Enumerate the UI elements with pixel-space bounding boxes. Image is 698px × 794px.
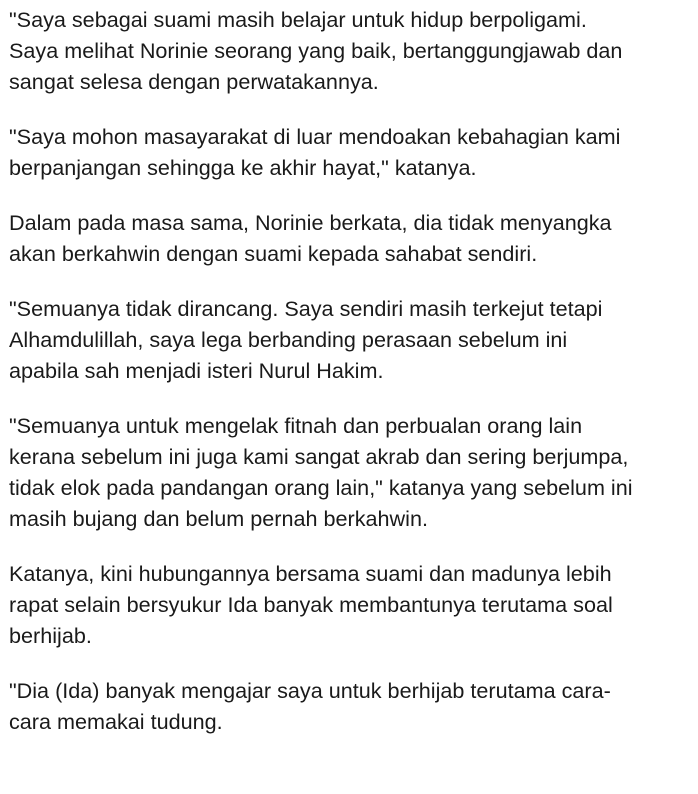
paragraph-3 bbox=[9, 207, 698, 269]
text-line: Saya melihat Norinie seorang yang baik, bertanggungjawab dan bbox=[9, 38, 623, 63]
text-line: "Dia (Ida) banyak mengajar saya untuk berhijab terutama cara- bbox=[9, 678, 611, 703]
paragraph-2 bbox=[9, 121, 698, 183]
text-line: rapat selain bersyukur Ida banyak membantunya terutama soal bbox=[9, 592, 613, 617]
text-line: Alhamdulillah, saya lega berbanding perasaan sebelum ini bbox=[9, 327, 568, 352]
text-line: "Saya sebagai suami masih belajar untuk hidup berpoligami. bbox=[9, 7, 587, 32]
text-line: cara memakai tudung. bbox=[9, 709, 223, 734]
text-line: akan berkahwin dengan suami kepada sahabat sendiri. bbox=[9, 241, 538, 266]
text-line: "Semuanya untuk mengelak fitnah dan perbualan orang lain bbox=[9, 413, 583, 438]
text-line: tidak elok pada pandangan orang lain," katanya yang sebelum ini bbox=[9, 475, 633, 500]
text-line: masih bujang dan belum pernah berkahwin. bbox=[9, 506, 428, 531]
paragraph-4 bbox=[9, 293, 698, 386]
text-line: "Semuanya tidak dirancang. Saya sendiri masih terkejut tetapi bbox=[9, 296, 603, 321]
text-line: apabila sah menjadi isteri Nurul Hakim. bbox=[9, 358, 384, 383]
text-line: "Saya mohon masayarakat di luar mendoakan kebahagian kami bbox=[9, 124, 621, 149]
text-line: berhijab. bbox=[9, 623, 92, 648]
paragraph-6 bbox=[9, 558, 698, 651]
text-line: berpanjangan sehingga ke akhir hayat," katanya. bbox=[9, 155, 477, 180]
paragraph-1 bbox=[9, 4, 698, 97]
paragraph-7 bbox=[9, 675, 698, 737]
text-line: Katanya, kini hubungannya bersama suami dan madunya lebih bbox=[9, 561, 612, 586]
text-line: sangat selesa dengan perwatakannya. bbox=[9, 69, 379, 94]
text-line: kerana sebelum ini juga kami sangat akrab dan sering berjumpa, bbox=[9, 444, 629, 469]
text-line: Dalam pada masa sama, Norinie berkata, dia tidak menyangka bbox=[9, 210, 612, 235]
paragraph-5 bbox=[9, 410, 698, 534]
